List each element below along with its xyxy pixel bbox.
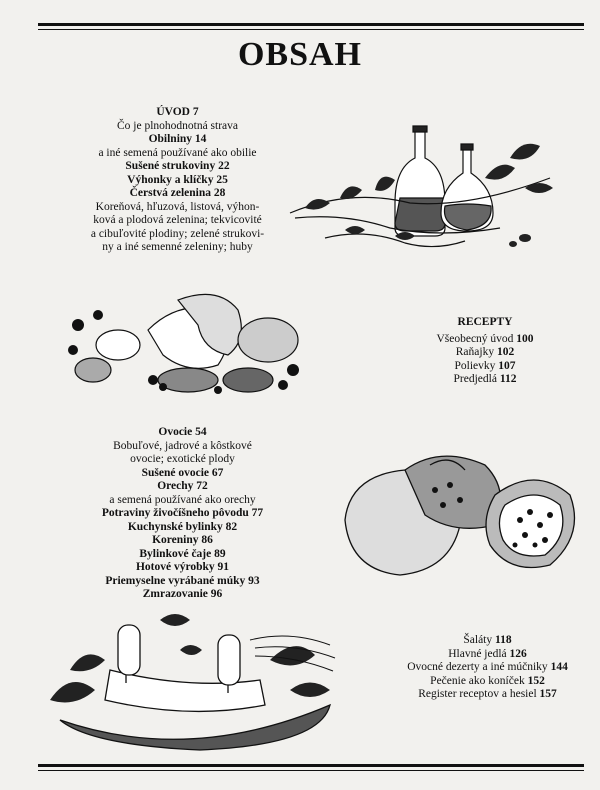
toc-ingredients-section (60, 426, 305, 602)
toc-entry (60, 426, 305, 440)
toc-recipes-section (405, 316, 565, 387)
toc-entry-text: Pečenie ako koníček (430, 674, 525, 687)
toc-entry (60, 507, 305, 521)
toc-entry-text: Šaláty (463, 634, 493, 646)
toc-entry (60, 467, 305, 481)
toc-page-number: 93 (248, 574, 260, 587)
toc-entry (395, 634, 580, 648)
toc-entry-text: Orechy (157, 480, 194, 492)
toc-entry (405, 373, 565, 387)
top-rule (38, 23, 584, 26)
toc-page-number: 112 (499, 373, 517, 385)
toc-entry (60, 548, 305, 562)
toc-entry-text: Všeobecný úvod (436, 332, 514, 345)
toc-entry-text: Sušené ovocie (141, 466, 210, 479)
bottom-rule (38, 764, 584, 767)
toc-page-number: 82 (225, 520, 238, 533)
toc-page-number: 152 (527, 674, 545, 687)
toc-entry-text: Ovocie (158, 426, 193, 438)
toc-page-number: 96 (210, 588, 223, 600)
toc-entry-text: a iné semená používané ako obilie (98, 146, 257, 159)
toc-entry-text: Čerstvá zelenina (129, 187, 212, 199)
toc-entry-text: Hlavné jedlá (448, 647, 507, 660)
toc-page-number: 100 (516, 332, 534, 345)
toc-entry-text: Kuchynské bylinky (127, 520, 223, 533)
toc-entry (395, 661, 580, 675)
toc-entry (395, 648, 580, 662)
mezzaluna-herbs-illustration (40, 610, 340, 760)
bottles-herbs-illustration (285, 118, 565, 258)
toc-entry-text: Priemyselne vyrábané múky (105, 574, 246, 587)
toc-entry (60, 480, 305, 494)
toc-entry (80, 241, 275, 255)
toc-entry (405, 333, 565, 347)
toc-entry-text: Bobuľové, jadrové a kôstkové (113, 439, 252, 452)
toc-page-number: 91 (217, 561, 230, 573)
toc-entry-text: Koreňová, hľuzová, listová, výhon- (95, 200, 260, 213)
toc-entry-text: Hotové výrobky (135, 561, 215, 573)
toc-entry-text: Bylinkové čaje (139, 547, 212, 560)
toc-entry-text: a cibuľovité plodiny; zelené strukovi- (90, 227, 265, 240)
toc-entry (80, 228, 275, 242)
toc-entry-text: ÚVOD (156, 106, 190, 118)
toc-entry (60, 575, 305, 589)
toc-entry (80, 147, 275, 161)
toc-entry-text: ny a iné semenné zeleniny; huby (102, 241, 253, 253)
toc-entry (80, 106, 275, 120)
toc-entry-text: ovocie; exotické plody (130, 453, 235, 465)
toc-entry (80, 187, 275, 201)
toc-page-number: 54 (195, 426, 207, 438)
pomegranates-illustration (335, 450, 585, 580)
toc-entry (80, 201, 275, 215)
toc-entry (60, 521, 305, 535)
toc-entry-text: Obilniny (148, 133, 193, 145)
toc-entry (395, 675, 580, 689)
toc-entry (60, 561, 305, 575)
toc-page-number: 89 (214, 547, 226, 560)
recipes-heading: RECEPTY (457, 316, 513, 328)
toc-entry-text: Potraviny živočíšneho pôvodu (101, 507, 249, 519)
toc-entry-text: Výhonky a klíčky (127, 173, 214, 186)
toc-page-number: 22 (218, 160, 230, 172)
toc-entry-text: Register receptov a hesiel (418, 688, 537, 700)
toc-intro-section (80, 106, 275, 255)
toc-page-number: 25 (216, 173, 228, 186)
toc-page-number: 67 (211, 466, 224, 479)
toc-entry (60, 453, 305, 467)
toc-page-number: 107 (498, 359, 516, 372)
mortar-grains-illustration (58, 285, 308, 400)
toc-entry-text: Zmrazovanie (142, 588, 208, 600)
toc-entry-text: Ovocné dezerty a iné múčniky (407, 661, 548, 673)
bottom-rule-thin (38, 770, 584, 771)
toc-page-number: 28 (213, 187, 226, 199)
toc-entry-text: Predjedlá (453, 373, 497, 385)
toc-entry (80, 120, 275, 134)
toc-entry-text: Raňajky (455, 346, 495, 358)
toc-entry-text: Čo je plnohodnotná strava (116, 119, 239, 132)
toc-entry-text: Sušené strukoviny (125, 160, 216, 172)
toc-page-number: 157 (539, 688, 557, 700)
toc-entry (60, 588, 305, 602)
toc-entry (80, 160, 275, 174)
toc-entry (80, 174, 275, 188)
toc-page-number: 102 (496, 346, 515, 358)
toc-entry (60, 534, 305, 548)
toc-page-number: 86 (201, 534, 213, 546)
toc-entry (405, 346, 565, 360)
toc-entry (60, 494, 305, 508)
toc-page-number: 7 (192, 106, 199, 118)
toc-page-number: 14 (194, 133, 207, 145)
toc-entry (80, 214, 275, 228)
toc-entry-text: Koreniny (152, 534, 199, 546)
toc-page-number: 77 (251, 507, 264, 519)
toc-page-number: 126 (509, 647, 527, 660)
toc-entry-text: Polievky (454, 359, 496, 372)
toc-page-number: 72 (196, 480, 208, 492)
toc-entry-text: ková a plodová zelenina; tekvicovité (93, 214, 262, 226)
toc-entry-text: a semená používané ako orechy (109, 493, 256, 506)
toc-entry (405, 360, 565, 374)
toc-entry (80, 133, 275, 147)
toc-entry (60, 440, 305, 454)
top-rule-thin (38, 29, 584, 30)
toc-page-number: 144 (550, 661, 568, 673)
page-title: OBSAH (237, 36, 363, 73)
toc-recipes-section-2 (395, 634, 580, 702)
toc-page-number: 118 (495, 634, 512, 646)
toc-entry (395, 688, 580, 702)
